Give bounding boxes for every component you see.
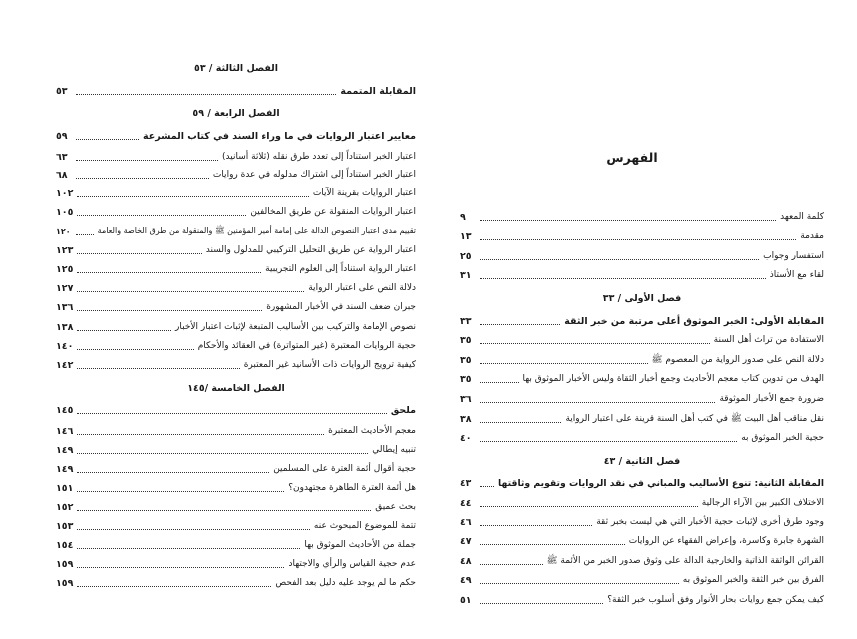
dot-leader — [77, 567, 284, 568]
toc-entry — [56, 423, 416, 439]
entry-title: نقل مناقب أهل البيت ﷺ في كتب أهل السنة قرينة على اعتبار الرواية — [565, 414, 824, 424]
toc-entry — [460, 352, 824, 368]
toc-entry — [56, 167, 416, 183]
toc-entry — [56, 499, 416, 515]
chapter-heading — [56, 60, 416, 76]
dot-leader — [77, 413, 386, 414]
dot-leader — [480, 422, 561, 423]
page-number: ١٥٤ — [56, 539, 74, 551]
entry-title: اعتبار الرواية استناداً إلى العلوم التجريبية — [265, 264, 416, 274]
index-title: الفهرس — [606, 150, 658, 165]
dot-leader — [77, 472, 269, 473]
toc-entry — [460, 332, 824, 348]
page-number: ٦٨ — [56, 169, 68, 181]
page-number: ١٢٥ — [56, 263, 74, 275]
dot-leader — [480, 544, 625, 545]
dot-leader — [77, 215, 246, 216]
dot-leader — [77, 368, 239, 369]
entry-title: الفصل الخامسة /١٤٥ — [187, 382, 285, 394]
entry-title: لقاء مع الأستاذ — [769, 270, 824, 280]
page-number: ١٣٦ — [56, 301, 74, 313]
dot-leader — [76, 94, 336, 95]
page-number: ١٣٨ — [56, 321, 74, 333]
entry-title: نصوص الإمامة والتركيب بين الأساليب المتبعة لإثبات اعتبار الأخبار — [175, 322, 416, 332]
dot-leader — [480, 583, 679, 584]
chapter-heading — [56, 380, 416, 396]
entry-title: وجود طرق أخرى لإثبات حجية الأخبار التي هي ليست بخبر ثقة — [596, 517, 824, 527]
right-page — [460, 0, 824, 639]
page-number: ١٢٣ — [56, 244, 74, 256]
toc-entry — [460, 514, 824, 530]
page-number: ١٤٢ — [56, 359, 74, 371]
dot-leader — [480, 363, 648, 364]
page-number: ٤٦ — [460, 516, 472, 528]
toc-entry — [460, 411, 824, 427]
dot-leader — [77, 253, 201, 254]
dot-leader — [76, 160, 218, 161]
dot-leader — [77, 272, 261, 273]
toc-entry — [460, 553, 824, 569]
toc-entry — [56, 299, 416, 315]
page-number: ٤٧ — [460, 535, 472, 547]
dot-leader — [480, 343, 710, 344]
toc-entry — [460, 592, 824, 608]
dot-leader — [77, 330, 171, 331]
entry-title: اعتبار الرواية عن طريق التحليل التركيبي للمدلول والسند — [205, 245, 416, 255]
entry-title: الهدف من تدوين كتاب معجم الأحاديث وجمع أخبار الثقاة وليس الأخبار الموثوق بها — [522, 374, 824, 384]
section-entry — [56, 128, 416, 144]
entry-title: تتمة للموضوع المبحوث عنه — [313, 521, 416, 531]
toc-entry — [56, 442, 416, 458]
entry-title: حجية أقوال أئمة العترة على المسلمين — [273, 464, 416, 474]
entry-title: معجم الأحاديث المعتبرة — [328, 426, 416, 436]
page-number: ٣٥ — [460, 354, 472, 366]
section-entry — [56, 83, 416, 99]
entry-title: دلالة النص على صدور الرواية من المعصوم ﷺ — [651, 355, 824, 365]
toc-entry — [460, 572, 824, 588]
page-number: ١٥٣ — [56, 520, 74, 532]
page-number: ١٠٢ — [56, 187, 74, 199]
entry-title: بحث عميق — [375, 502, 416, 512]
page-number: ١٣ — [460, 230, 472, 242]
dot-leader — [77, 291, 304, 292]
toc-entry — [460, 391, 824, 407]
entry-title: اعتبار الخبر استناداً إلى اشتراك مدلوله في عدة روايات — [212, 170, 416, 180]
page-number: ١٢٠ — [56, 226, 71, 236]
dot-leader — [77, 196, 308, 197]
section-entry — [460, 313, 824, 329]
entry-title: المقابلة الأولى: الخبر الموثوق أعلى مرتبة من خبر الثقة — [564, 315, 824, 327]
dot-leader — [76, 234, 94, 235]
dot-leader — [480, 506, 698, 507]
toc-entry — [56, 556, 416, 572]
toc-entry — [460, 267, 824, 283]
entry-title: مقدمة — [800, 231, 824, 241]
left-page — [56, 0, 416, 639]
page-number: ٥٩ — [56, 130, 68, 142]
entry-title: فصل الأولى / ٣٣ — [602, 292, 682, 304]
toc-entry — [56, 357, 416, 373]
dot-leader — [480, 259, 759, 260]
toc-entry — [460, 248, 824, 264]
page-number: ٣٦ — [460, 393, 472, 405]
entry-title: استفسار وجواب — [763, 251, 824, 261]
page-number: ١٤٦ — [56, 425, 74, 437]
dot-leader — [480, 525, 592, 526]
entry-title: كيف يمكن جمع روايات بحار الأنوار وفق أسلوب خبر الثقة؟ — [607, 595, 824, 605]
dot-leader — [77, 349, 193, 350]
dot-leader — [480, 486, 494, 487]
dot-leader — [77, 529, 310, 530]
entry-title: ملحق — [390, 404, 416, 416]
entry-title: حجية الروايات المعتبرة (غير المتواترة) في العقائد والأحكام — [197, 341, 416, 351]
dot-leader — [480, 220, 776, 221]
page-number: ٣٥ — [460, 334, 472, 346]
page-number: ٥١ — [460, 594, 472, 606]
page-number: ١٤٩ — [56, 444, 74, 456]
dot-leader — [77, 434, 324, 435]
page-number: ١٥١ — [56, 482, 74, 494]
page-number: ٢٥ — [460, 250, 472, 262]
page-number: ٥٣ — [56, 85, 68, 97]
page-number: ٣١ — [460, 269, 472, 281]
page-number: ١٥٩ — [56, 577, 74, 589]
entry-title: حكم ما لم يوجد عليه دليل بعد الفحص — [275, 578, 416, 588]
dot-leader — [480, 382, 519, 383]
entry-title: حجية الخبر الموثوق به — [741, 433, 824, 443]
toc-entry — [56, 223, 416, 239]
dot-leader — [77, 491, 284, 492]
page-number: ١٤٠ — [56, 340, 74, 352]
toc-entry — [460, 209, 824, 225]
page-number: ٣٣ — [460, 315, 472, 327]
entry-title: ضرورة جمع الأخبار الموثوقة — [719, 394, 824, 404]
page-number: ٤٠ — [460, 432, 472, 444]
entry-title: المقابلة الثانية: تنوع الأساليب والمباني في نقد الروايات وتقويم وثاقتها — [498, 477, 824, 489]
dot-leader — [76, 139, 139, 140]
entry-title: كلمة المعهد — [780, 212, 824, 222]
entry-title: اعتبار الروايات المنقولة عن طريق المخالفين — [250, 207, 416, 217]
entry-title: كيفية ترويج الروايات ذات الأسانيد غير المعتبرة — [243, 360, 416, 370]
page-number: ٣٥ — [460, 373, 472, 385]
page-number: ١٥٩ — [56, 558, 74, 570]
page-number: ٤٨ — [460, 555, 472, 567]
dot-leader — [77, 510, 371, 511]
entry-title: هل أئمة العترة الطاهرة مجتهدون؟ — [288, 483, 416, 493]
toc-entry — [56, 480, 416, 496]
toc-entry — [56, 149, 416, 165]
dot-leader — [77, 453, 368, 454]
page-number: ٩ — [460, 211, 466, 223]
toc-entry — [460, 430, 824, 446]
toc-entry — [56, 537, 416, 553]
dot-leader — [77, 548, 300, 549]
page-number: ٤٩ — [460, 574, 472, 586]
toc-entry — [460, 371, 824, 387]
toc-entry — [56, 204, 416, 220]
entry-title: معايير اعتبار الروايات في ما وراء السند في كتاب المشرعة — [142, 130, 416, 142]
dot-leader — [76, 178, 209, 179]
entry-title: جملة من الأحاديث الموثوق بها — [304, 540, 416, 550]
section-entry — [460, 475, 824, 491]
toc-entry — [56, 319, 416, 335]
section-entry — [56, 402, 416, 418]
toc-entry — [460, 228, 824, 244]
entry-title: تقييم مدى اعتبار النصوص الدالة على إمامة أمير المؤمنين ﷺ والمنقولة من طرق الخاصة والعامة — [97, 226, 416, 235]
dot-leader — [480, 324, 560, 325]
toc-entry — [56, 261, 416, 277]
toc-entry — [56, 338, 416, 354]
entry-title: الفصل الرابعة / ٥٩ — [192, 107, 280, 119]
dot-leader — [480, 239, 796, 240]
entry-title: فصل الثانية / ٤٣ — [603, 455, 681, 467]
dot-leader — [480, 402, 715, 403]
dot-leader — [77, 586, 271, 587]
chapter-heading — [56, 105, 416, 121]
dot-leader — [480, 603, 603, 604]
page-number: ١٤٩ — [56, 463, 74, 475]
entry-title: تنبيه إيطالي — [372, 445, 416, 455]
chapter-heading — [460, 290, 824, 306]
entry-title: دلالة النص على اعتبار الرواية — [308, 283, 416, 293]
entry-title: اعتبار الروايات بقرينة الآيات — [312, 188, 416, 198]
entry-title: الاستفادة من تراث أهل السنة — [713, 335, 824, 345]
page-number: ٤٤ — [460, 497, 472, 509]
toc-entry — [56, 280, 416, 296]
page-number: ٦٣ — [56, 151, 68, 163]
entry-title: القرائن الواثقة الذاتية والخارجية الدالة على وثوق صدور الخبر من الأئمة ﷺ — [546, 556, 824, 566]
entry-title: اعتبار الخبر استناداً إلى تعدد طرق نقله (ثلاثة أسانيد) — [222, 152, 416, 162]
toc-entry — [56, 185, 416, 201]
toc-entry — [56, 518, 416, 534]
chapter-heading — [460, 453, 824, 469]
page-number: ٤٣ — [460, 477, 472, 489]
entry-title: الفرق بين خبر الثقة والخبر الموثوق به — [682, 575, 824, 585]
page-number: ١٥٢ — [56, 501, 74, 513]
page-number: ١٠٥ — [56, 206, 74, 218]
toc-entry — [460, 533, 824, 549]
dot-leader — [480, 278, 766, 279]
toc-entry — [56, 242, 416, 258]
page-number: ٣٨ — [460, 413, 472, 425]
dot-leader — [77, 310, 262, 311]
entry-title: الشهرة جابرة وكاسرة، وإعراض الفقهاء عن الروايات — [628, 536, 824, 546]
entry-title: الفصل الثالثة / ٥٣ — [194, 62, 278, 74]
entry-title: الاختلاف الكبير بين الآراء الرجالية — [701, 498, 824, 508]
toc-entry — [56, 575, 416, 591]
entry-title: عدم حجية القياس والرأي والاجتهاد — [288, 559, 416, 569]
toc-entry — [56, 461, 416, 477]
dot-leader — [480, 564, 543, 565]
page-number: ١٢٧ — [56, 282, 74, 294]
entry-title: جبران ضعف السند في الأخبار المشهورة — [266, 302, 416, 312]
entry-title: المقابلة المتممة — [340, 85, 416, 97]
toc-entry — [460, 495, 824, 511]
page-number: ١٤٥ — [56, 404, 74, 416]
dot-leader — [480, 441, 737, 442]
